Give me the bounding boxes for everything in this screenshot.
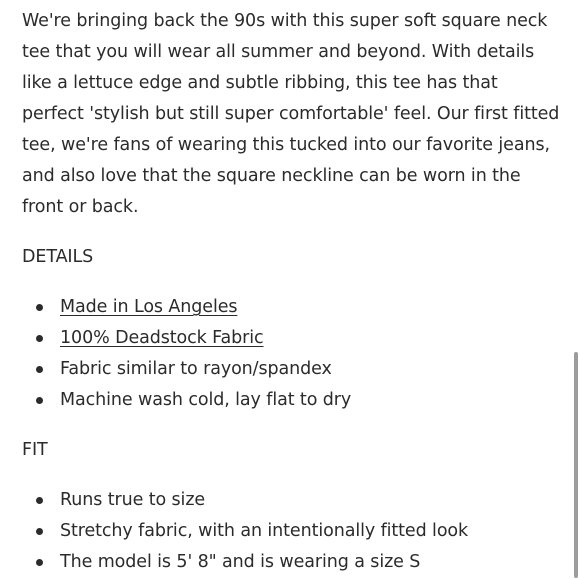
product-description: We're bringing back the 90s with this super soft square neck tee that you will wear all summer and beyond. With details like a lettuce edge and subtle ribbing, this tee has that perfect 'stylish but still super comfortable' feel. Our first fitted tee, we're fans of wearing this tucked into our favorite jeans, and also love that the square neckline can be worn in the front or back. [22, 11, 560, 217]
bullet-icon [36, 497, 43, 504]
list-item-text: Stretchy fabric, with an intentionally fitted look [60, 521, 469, 541]
vertical-scrollbar[interactable] [572, 0, 580, 580]
list-item [36, 323, 562, 354]
details-heading: DETAILS [22, 247, 94, 267]
product-description-panel [22, 6, 562, 578]
scrollbar-thumb[interactable] [574, 352, 578, 578]
list-item-text: Runs true to size [60, 490, 206, 510]
made-in-los-angeles-link[interactable]: Made in Los Angeles [60, 297, 238, 317]
list-item [36, 547, 562, 578]
fit-heading: FIT [22, 440, 48, 460]
list-item-text: Machine wash cold, lay flat to dry [60, 390, 352, 410]
list-item [36, 385, 562, 416]
list-item [36, 354, 562, 385]
bullet-icon [36, 366, 43, 373]
fit-list [22, 485, 562, 578]
list-item [36, 485, 562, 516]
list-item [36, 516, 562, 547]
deadstock-fabric-link[interactable]: 100% Deadstock Fabric [60, 328, 264, 348]
details-list [22, 292, 562, 416]
bullet-icon [36, 335, 43, 342]
bullet-icon [36, 397, 43, 404]
list-item-text: Fabric similar to rayon/spandex [60, 359, 332, 379]
bullet-icon [36, 528, 43, 535]
bullet-icon [36, 559, 43, 566]
list-item-text: The model is 5' 8" and is wearing a size S [60, 552, 421, 572]
bullet-icon [36, 304, 43, 311]
list-item [36, 292, 562, 323]
